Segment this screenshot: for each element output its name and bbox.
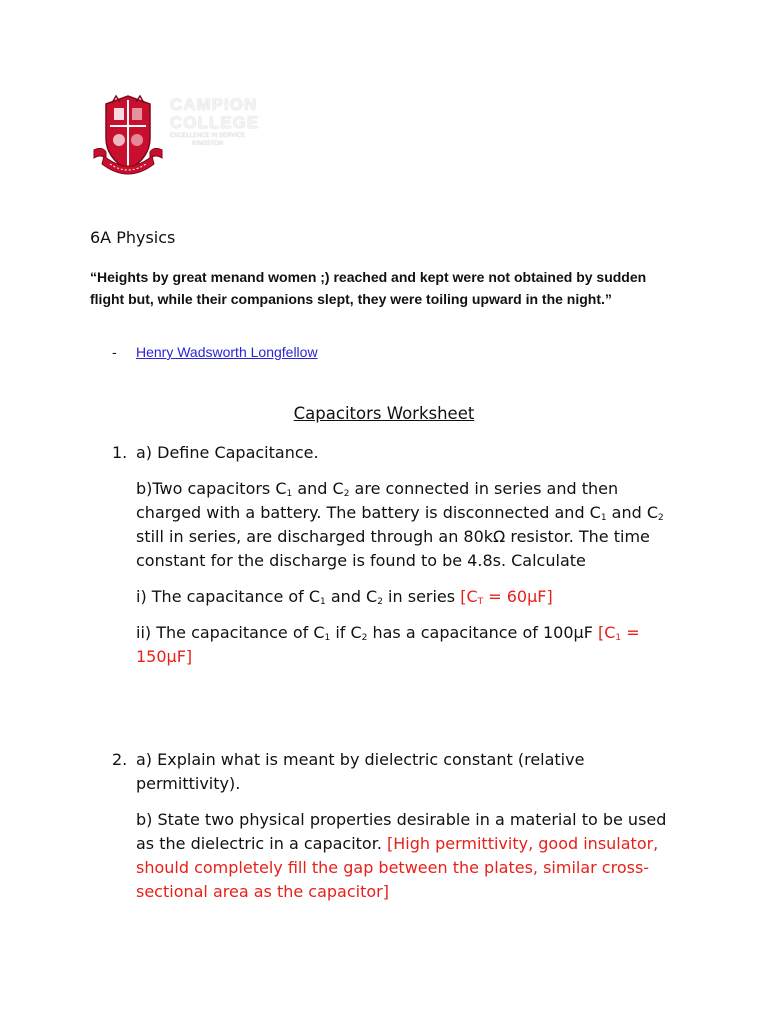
answer-1b-i: $[C_T = 60\mu F]$ <box>460 587 553 607</box>
answer-2b: [High permittivity, good insulator, should completely fill the gap between the plates, similar cross-sectional area as the capacitor] <box>136 834 659 901</box>
course-title: 6A Physics <box>90 228 176 247</box>
question-number: 2. <box>112 750 128 769</box>
list-dash: - <box>112 344 117 360</box>
college-logo <box>92 94 288 180</box>
logo-line2: COLLEGE <box>170 113 260 132</box>
question-1b-ii: ii) The capacitance of $C_1$ if $C_2$ has a capacitance of 100μF $[C_1 = 150\mu F]$ <box>136 623 640 666</box>
crest-icon <box>92 94 164 180</box>
question-2a: a) Explain what is meant by dielectric constant (relative permittivity). <box>136 750 585 793</box>
question-1a: a) Define Capacitance. <box>136 443 319 462</box>
question-2b: b) State two physical properties desirable in a material to be used as the dielectric in a capacitor. [High permittivity, good insulator, should completely fill the gap between the plates, similar cross-sectional area as the capacitor] <box>136 810 667 901</box>
author-link[interactable]: Henry Wadsworth Longfellow <box>136 344 318 360</box>
logo-line3: EXCELLENCE IN SERVICE <box>170 133 246 139</box>
logo-line4: KINGSTON <box>192 141 224 147</box>
question-2 <box>112 748 682 916</box>
question-1 <box>112 441 682 681</box>
logo-line1: CAMPION <box>170 95 258 114</box>
worksheet-title: Capacitors Worksheet <box>293 404 475 423</box>
question-1b: b)Two capacitors $C_1$ and $C_2$ are connected in series and then charged with a battery. The battery is disconnected and $C_1$ and $C_2$ still in series, are discharged through an 80kΩ resistor. The time constant for the discharge is found to be 4.8s. Calculate <box>136 479 664 570</box>
quote-text: “Heights by great menand women ;) reached and kept were not obtained by sudden flight but, while their companions slept, they were toiling upward in the night.” <box>90 269 647 307</box>
quote-attribution <box>112 344 318 360</box>
logo-wordmark <box>170 96 288 148</box>
question-number: 1. <box>112 443 128 462</box>
answer-1b-ii: $[C_1 = 150\mu F]$ <box>136 623 640 666</box>
question-1b-i: i) The capacitance of $C_1$ and $C_2$ in series $[C_T = 60\mu F]$ <box>136 587 553 607</box>
